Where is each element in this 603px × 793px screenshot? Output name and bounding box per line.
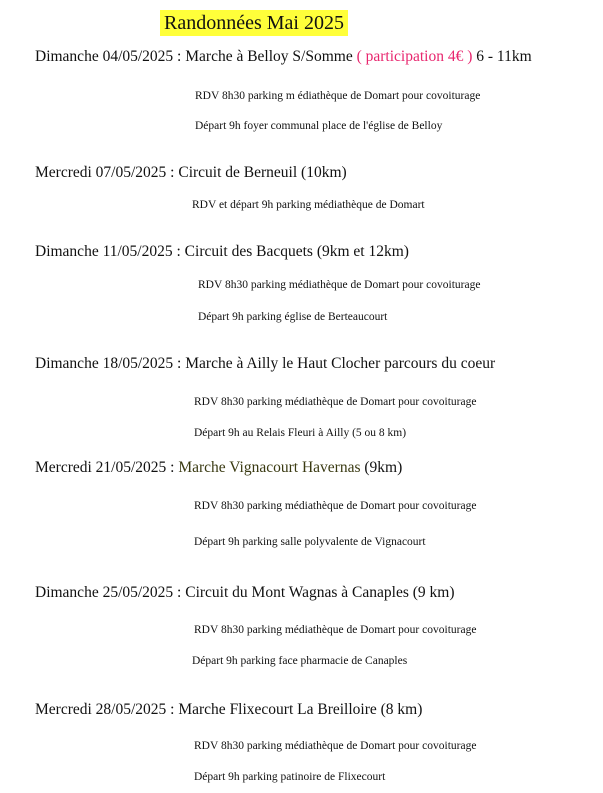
event-detail: RDV 8h30 parking médiathèque de Domart pour covoiturage	[194, 740, 477, 752]
event-detail: Départ 9h parking face pharmacie de Canaples	[192, 655, 408, 667]
event-date: Dimanche 25/05/2025 :	[35, 584, 182, 601]
event-date: Dimanche 18/05/2025 :	[35, 355, 182, 372]
event-detail: Départ 9h foyer communal place de l'église de Belloy	[195, 120, 443, 132]
event-date: Mercredi 28/05/2025 :	[35, 701, 175, 718]
event-heading	[35, 48, 532, 66]
event-heading	[35, 355, 495, 373]
event-date: Mercredi 07/05/2025 :	[35, 164, 175, 181]
event-heading	[35, 584, 455, 602]
event-participation-note: ( participation 4€ )	[356, 48, 473, 65]
event-detail: Départ 9h parking salle polyvalente de Vignacourt	[194, 536, 426, 548]
event-heading	[35, 459, 402, 477]
event-date: Dimanche 11/05/2025 :	[35, 243, 181, 260]
event-heading	[35, 164, 347, 182]
event-detail: Départ 9h parking église de Berteaucourt	[198, 311, 388, 323]
event-date: Mercredi 21/05/2025 :	[35, 459, 175, 476]
event-name: Marche à Ailly le Haut Clocher parcours du coeur	[185, 355, 496, 372]
event-name: Marche Flixecourt La Breilloire (8 km)	[178, 701, 423, 718]
event-name: Circuit de Berneuil (10km)	[178, 164, 347, 181]
event-detail: RDV 8h30 parking médiathèque de Domart pour covoiturage	[198, 279, 481, 291]
event-detail: RDV 8h30 parking médiathèque de Domart pour covoiturage	[194, 500, 477, 512]
event-distance: (9km)	[364, 459, 403, 476]
event-detail: Départ 9h parking patinoire de Flixecourt	[194, 771, 386, 783]
event-detail: RDV et départ 9h parking médiathèque de Domart	[192, 199, 425, 211]
page-title: Randonnées Mai 2025	[160, 10, 348, 36]
event-date: Dimanche 04/05/2025 :	[35, 48, 182, 65]
event-detail: Départ 9h au Relais Fleuri à Ailly (5 ou 8 km)	[194, 427, 407, 439]
event-heading	[35, 243, 409, 261]
event-distance: 6 - 11km	[476, 48, 532, 65]
event-detail: RDV 8h30 parking médiathèque de Domart pour covoiturage	[194, 396, 477, 408]
event-name: Circuit du Mont Wagnas à Canaples (9 km)	[185, 584, 455, 601]
event-detail: RDV 8h30 parking m édiathèque de Domart pour covoiturage	[195, 90, 481, 102]
event-name: Marche à Belloy S/Somme	[185, 48, 353, 65]
event-name: Marche Vignacourt Havernas	[178, 459, 361, 476]
event-name: Circuit des Bacquets (9km et 12km)	[184, 243, 409, 260]
event-heading	[35, 701, 422, 719]
event-detail: RDV 8h30 parking médiathèque de Domart pour covoiturage	[194, 624, 477, 636]
